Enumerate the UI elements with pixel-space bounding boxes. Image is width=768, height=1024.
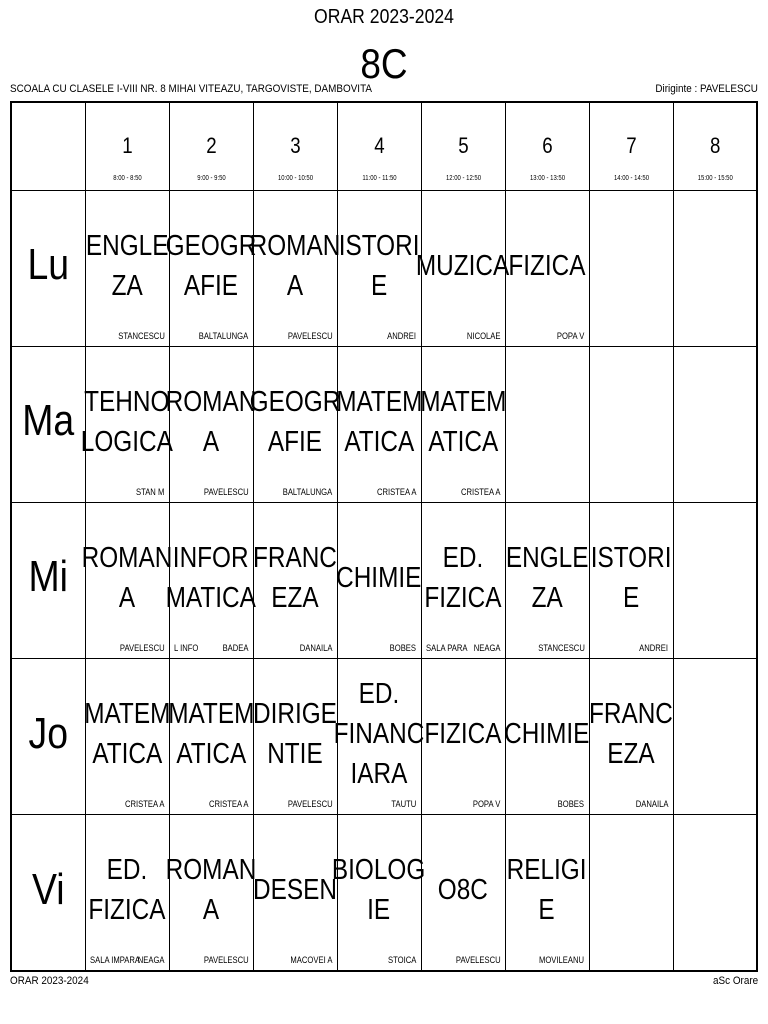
subject-box xyxy=(167,675,255,793)
lesson-cell xyxy=(505,502,589,658)
subject-name: DESEN xyxy=(253,874,337,907)
subject-box xyxy=(506,207,589,325)
period-number: 5 xyxy=(457,133,469,158)
room-name: L INFO xyxy=(173,643,198,654)
subject-box xyxy=(419,363,507,481)
periods-header-row xyxy=(11,102,757,190)
period-number: 4 xyxy=(373,133,385,158)
teacher-name: BADEA xyxy=(222,643,249,654)
teacher-name: BALTALUNGA xyxy=(283,486,333,497)
day-row-lu xyxy=(11,190,757,346)
subject-box xyxy=(86,831,169,949)
teacher-name: PAVELESCU xyxy=(203,486,249,497)
lesson-cell xyxy=(333,659,425,815)
day-label: Mi xyxy=(28,552,68,602)
period-header-6 xyxy=(505,102,589,190)
teacher-name: BALTALUNGA xyxy=(199,330,249,341)
lesson-cell xyxy=(673,190,757,346)
lesson-cell xyxy=(80,346,174,502)
corner-cell xyxy=(11,102,85,190)
subject-name: FIZICA xyxy=(424,718,502,751)
teacher-name: PAVELESCU xyxy=(287,330,333,341)
subject-name: MATEM ATICA xyxy=(83,698,171,771)
subject-box xyxy=(422,519,505,637)
lesson-cell xyxy=(165,346,257,502)
day-row-ma xyxy=(11,346,757,502)
subject-name: BIOLOG IE xyxy=(332,854,426,927)
room-name: SALA IMPARA xyxy=(89,955,140,965)
period-header-8 xyxy=(673,102,757,190)
subject-box xyxy=(506,831,589,949)
day-cell xyxy=(11,815,85,971)
lesson-cell xyxy=(421,815,505,971)
period-header-2 xyxy=(169,102,253,190)
lesson-cell xyxy=(249,190,341,346)
teacher-name: STOICA xyxy=(388,955,417,965)
subject-box xyxy=(254,675,337,793)
lesson-cell xyxy=(673,659,757,815)
subject-name: MATEM ATICA xyxy=(167,698,255,771)
teacher-name: DANAILA xyxy=(635,799,669,810)
subject-box xyxy=(254,519,337,637)
lesson-cell xyxy=(589,659,673,815)
teacher-name: STANCESCU xyxy=(117,330,165,341)
subject-box xyxy=(249,207,341,325)
class-teacher: Diriginte : PAVELESCU xyxy=(655,83,758,95)
period-time: 8:00 - 8:50 xyxy=(112,175,142,182)
subject-box xyxy=(422,831,505,949)
day-row-mi xyxy=(11,502,757,658)
subject-name: ROMAN A xyxy=(249,229,341,302)
period-time: 12:00 - 12:50 xyxy=(445,175,481,182)
lesson-cell xyxy=(81,502,173,658)
day-cell xyxy=(11,346,85,502)
subject-name: DIRIGE NTIE xyxy=(253,698,337,771)
subject-box xyxy=(506,519,589,637)
subject-name: ENGLE ZA xyxy=(505,541,589,614)
subject-box xyxy=(165,519,257,637)
subject-name: O8C xyxy=(437,874,489,907)
subject-name: ED. FIZICA xyxy=(88,854,166,927)
teacher-name: CRISTEA A xyxy=(208,799,249,810)
subject-name: ROMAN A xyxy=(81,541,173,614)
subject-name: CHIMIE xyxy=(504,718,590,751)
subject-box xyxy=(422,675,505,793)
day-label: Vi xyxy=(31,864,65,914)
lesson-cell xyxy=(169,659,253,815)
teacher-name: NEAGA xyxy=(137,955,165,965)
lesson-cell xyxy=(589,190,673,346)
subject-name: ED. FIZICA xyxy=(424,541,502,614)
subject-name: MATEM ATICA xyxy=(335,385,423,458)
subject-name: FIZICA xyxy=(508,249,586,282)
teacher-name: PAVELESCU xyxy=(455,955,501,965)
period-number: 2 xyxy=(205,133,217,158)
lesson-cell xyxy=(337,190,421,346)
teacher-name: STAN M xyxy=(136,486,165,497)
subject-name: ED. FINANC IARA xyxy=(333,678,425,791)
day-row-jo xyxy=(11,659,757,815)
subject-name: INFOR MATICA xyxy=(165,541,257,614)
footer-software: aSc Orare xyxy=(712,975,758,987)
subject-box xyxy=(338,207,421,325)
period-header-4 xyxy=(337,102,421,190)
subject-name: MATEM ATICA xyxy=(419,385,507,458)
lesson-cell xyxy=(85,190,169,346)
lesson-cell xyxy=(505,190,589,346)
period-header-5 xyxy=(421,102,505,190)
period-number: 7 xyxy=(625,133,637,158)
lesson-cell xyxy=(589,346,673,502)
subject-box xyxy=(335,363,423,481)
subject-name: CHIMIE xyxy=(336,561,422,594)
lesson-cell xyxy=(165,502,257,658)
teacher-name: NEAGA xyxy=(473,643,501,654)
teacher-name: BOBES xyxy=(558,799,585,810)
subject-box xyxy=(590,675,673,793)
lesson-cell xyxy=(165,815,257,971)
lesson-cell xyxy=(589,815,673,971)
lesson-cell xyxy=(165,190,257,346)
subject-box xyxy=(80,363,174,481)
subject-box xyxy=(332,831,426,949)
lesson-cell xyxy=(421,502,505,658)
period-header-1 xyxy=(85,102,169,190)
subject-box xyxy=(590,519,673,637)
subject-box xyxy=(83,675,171,793)
teacher-name: POPA V xyxy=(556,330,585,341)
teacher-name: STANCESCU xyxy=(537,643,585,654)
teacher-name: TAUTU xyxy=(391,799,417,810)
teacher-name: CRISTEA A xyxy=(460,486,501,497)
teacher-name: ANDREI xyxy=(639,643,669,654)
footer-title: ORAR 2023-2024 xyxy=(10,975,89,987)
teacher-name: PAVELESCU xyxy=(203,955,249,965)
lesson-cell xyxy=(249,346,341,502)
lesson-cell xyxy=(505,815,589,971)
teacher-name: POPA V xyxy=(472,799,501,810)
teacher-name: CRISTEA A xyxy=(376,486,417,497)
subject-box xyxy=(165,363,257,481)
day-label: Ma xyxy=(22,396,75,446)
lesson-cell xyxy=(253,502,337,658)
period-time: 11:00 - 11:50 xyxy=(361,175,397,182)
period-number: 3 xyxy=(289,133,301,158)
timetable-grid xyxy=(10,101,758,972)
school-name: SCOALA CU CLASELE I-VIII NR. 8 MIHAI VITEAZU, TARGOVISTE, DAMBOVITA xyxy=(10,83,372,95)
teacher-name: DANAILA xyxy=(299,643,333,654)
subject-box xyxy=(333,675,425,793)
period-number: 1 xyxy=(121,133,133,158)
subject-box xyxy=(416,207,510,325)
period-time: 15:00 - 15:50 xyxy=(697,175,733,182)
subject-box xyxy=(165,207,257,325)
subject-name: FRANC EZA xyxy=(589,698,673,771)
teacher-name: PAVELESCU xyxy=(119,643,165,654)
teacher-name: PAVELESCU xyxy=(287,799,333,810)
day-label: Jo xyxy=(28,708,68,758)
period-time: 14:00 - 14:50 xyxy=(613,175,649,182)
period-time: 9:00 - 9:50 xyxy=(196,175,226,182)
teacher-name: NICOLAE xyxy=(466,330,501,341)
lesson-cell xyxy=(85,659,169,815)
period-header-7 xyxy=(589,102,673,190)
subject-box xyxy=(338,519,421,637)
lesson-cell xyxy=(421,346,505,502)
subject-name: ROMAN A xyxy=(165,385,257,458)
period-time: 13:00 - 13:50 xyxy=(529,175,565,182)
teacher-name: CRISTEA A xyxy=(124,799,165,810)
subject-box xyxy=(165,831,257,949)
day-cell xyxy=(11,190,85,346)
lesson-cell xyxy=(85,815,169,971)
teacher-name: ANDREI xyxy=(387,330,417,341)
lesson-cell xyxy=(416,190,510,346)
subject-name: GEOGR AFIE xyxy=(165,229,257,302)
lesson-cell xyxy=(332,815,426,971)
lesson-cell xyxy=(673,346,757,502)
teacher-name: BOBES xyxy=(390,643,417,654)
lesson-cell xyxy=(673,502,757,658)
subject-box xyxy=(249,363,341,481)
subject-name: MUZICA xyxy=(416,249,510,282)
day-cell xyxy=(11,659,85,815)
lesson-cell xyxy=(421,659,505,815)
lesson-cell xyxy=(505,346,589,502)
subject-name: TEHNO LOGICA xyxy=(80,385,174,458)
class-name: 8C xyxy=(360,40,408,87)
lesson-cell xyxy=(253,659,337,815)
subject-box xyxy=(506,675,589,793)
subject-name: FRANC EZA xyxy=(253,541,337,614)
day-row-vi xyxy=(11,815,757,971)
period-number: 8 xyxy=(709,133,720,158)
teacher-name: MACOVEI A xyxy=(290,955,333,965)
subject-name: RELIGI E xyxy=(507,854,587,927)
subject-name: ROMAN A xyxy=(165,854,257,927)
subject-box xyxy=(254,831,337,949)
lesson-cell xyxy=(337,346,421,502)
day-cell xyxy=(11,502,85,658)
timetable-title: ORAR 2023-2024 xyxy=(314,6,454,28)
room-name: SALA PARA xyxy=(425,643,468,654)
lesson-cell xyxy=(505,659,589,815)
subject-name: ISTORI E xyxy=(338,229,420,302)
teacher-name: MOVILEANU xyxy=(539,955,585,965)
lesson-cell xyxy=(589,502,673,658)
subject-box xyxy=(86,207,169,325)
period-number: 6 xyxy=(541,133,553,158)
lesson-cell xyxy=(253,815,337,971)
period-time: 10:00 - 10:50 xyxy=(277,175,313,182)
lesson-cell xyxy=(337,502,421,658)
subject-name: ISTORI E xyxy=(590,541,672,614)
period-header-3 xyxy=(253,102,337,190)
subject-name: ENGLE ZA xyxy=(85,229,169,302)
subject-name: GEOGR AFIE xyxy=(249,385,341,458)
day-label: Lu xyxy=(27,240,70,290)
subject-box xyxy=(81,519,173,637)
lesson-cell xyxy=(673,815,757,971)
